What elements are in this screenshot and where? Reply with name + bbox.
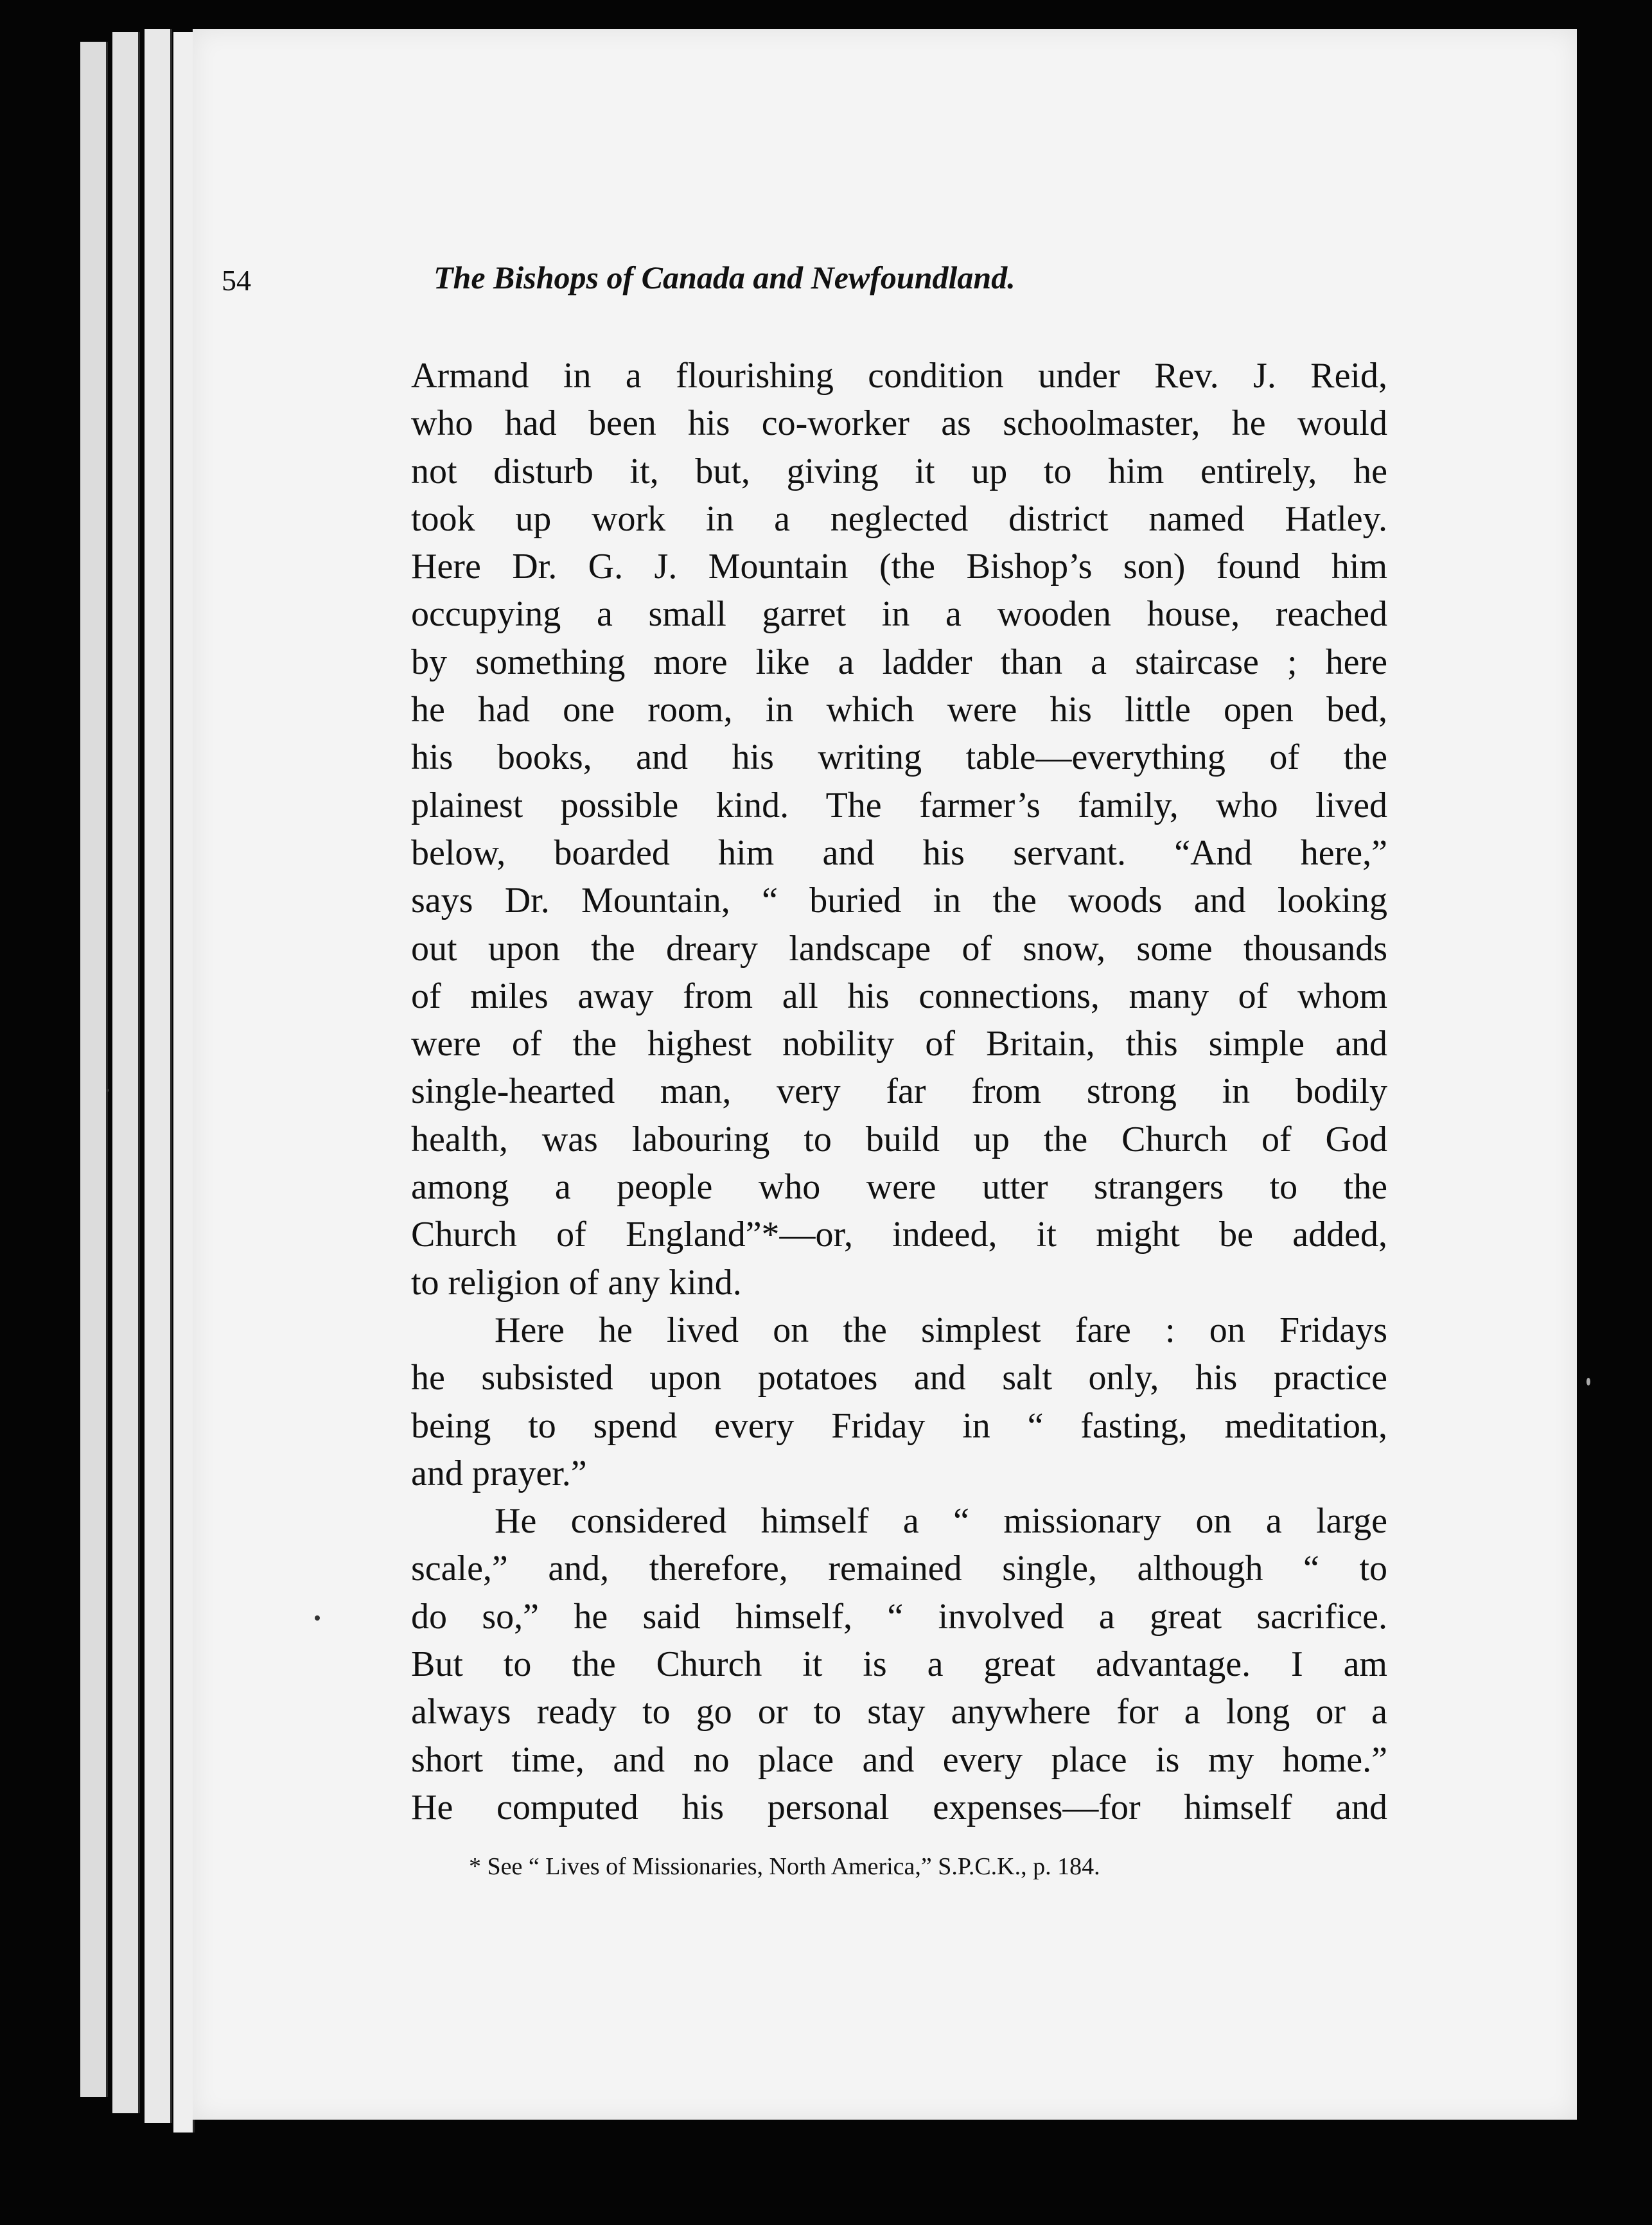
page-edge (173, 32, 195, 2133)
dust-speck (106, 1089, 109, 1092)
text-line: Church of England”*—or, indeed, it might be added, (411, 1215, 1387, 1255)
text-line: took up work in a neglected district named Hatley. (411, 498, 1387, 539)
page-edge (145, 29, 172, 2123)
text-line: always ready to go or to stay anywhere for a long or a (411, 1692, 1387, 1732)
text-line: short time, and no place and every place is my home.” (411, 1739, 1387, 1780)
text-line: and prayer.” (411, 1453, 587, 1493)
running-title: The Bishops of Canada and Newfoundland. (434, 259, 1015, 295)
text-line: among a people who were utter strangers to the (411, 1167, 1387, 1208)
text-line: Here he lived on the simplest fare : on Fridays (495, 1310, 1387, 1350)
text-line: do so,” he said himself, “ involved a great sacrifice. (411, 1596, 1387, 1637)
text-line: by something more like a ladder than a staircase ; here (411, 642, 1387, 682)
page-edge (80, 42, 108, 2097)
page-number: 54 (222, 264, 251, 297)
text-line: plainest possible kind. The farmer’s family, who lived (411, 785, 1387, 825)
dust-speck (1586, 1378, 1590, 1385)
text-line: But to the Church it is a great advantage. I am (411, 1644, 1387, 1685)
text-line: his books, and his writing table—everything of the (411, 737, 1387, 778)
text-line: He considered himself a “ missionary on a large (495, 1501, 1387, 1542)
body-text (411, 352, 1387, 1831)
text-line: of miles away from all his connections, many of whom (411, 976, 1387, 1016)
text-line: were of the highest nobility of Britain, this simple and (411, 1024, 1387, 1064)
text-line: to religion of any kind. (411, 1262, 742, 1303)
text-line: Armand in a flourishing condition under Rev. J. Reid, (411, 356, 1387, 396)
footnote: * See “ Lives of Missionaries, North America,” S.P.C.K., p. 184. (469, 1853, 1100, 1880)
text-line: occupying a small garret in a wooden house, reached (411, 594, 1387, 635)
text-line: who had been his co-worker as schoolmaster, he would (411, 403, 1387, 444)
dust-speck (315, 1615, 320, 1621)
text-line: below, boarded him and his servant. “And here,” (411, 832, 1387, 873)
text-line: single-hearted man, very far from strong in bodily (411, 1071, 1387, 1112)
text-line: health, was labouring to build up the Church of God (411, 1119, 1387, 1159)
text-line: He computed his personal expenses—for himself and (411, 1787, 1387, 1827)
text-line: says Dr. Mountain, “ buried in the woods and looking (411, 881, 1387, 921)
text-line: out upon the dreary landscape of snow, some thousands (411, 928, 1387, 969)
text-line: not disturb it, but, giving it up to him entirely, he (411, 451, 1387, 491)
text-line: being to spend every Friday in “ fasting, meditation, (411, 1405, 1387, 1446)
running-header (222, 234, 1269, 305)
text-line: he had one room, in which were his little open bed, (411, 690, 1387, 730)
text-line: Here Dr. G. J. Mountain (the Bishop’s son) found him (411, 547, 1387, 587)
text-line: he subsisted upon potatoes and salt only, his practice (411, 1358, 1387, 1398)
text-line: scale,” and, therefore, remained single, although “ to (411, 1549, 1387, 1589)
page-edge (112, 32, 140, 2113)
